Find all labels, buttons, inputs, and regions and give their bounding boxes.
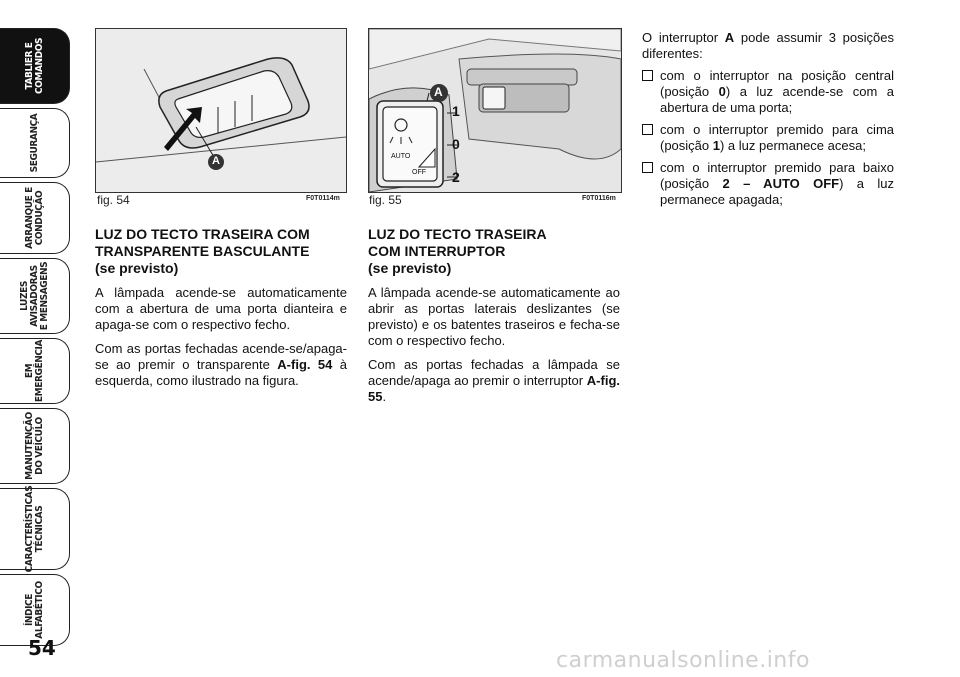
- paragraph: A lâmpada acende-se automaticamente com a abertura de uma porta dianteira e apaga-se com o respectivo fecho.: [95, 285, 347, 332]
- checkbox-bullet-icon: [642, 124, 653, 135]
- tab-tablier-e-comandos[interactable]: [0, 28, 70, 104]
- tab-label: TABLIER E COMANDOS: [23, 37, 45, 95]
- marker-a-label: A: [212, 155, 220, 167]
- switch-off-label: OFF: [412, 169, 426, 176]
- tab-manutencao-do-veiculo[interactable]: [0, 408, 70, 484]
- column-3: [642, 30, 894, 214]
- position-2-label: 2: [452, 169, 460, 185]
- figure-55-caption: fig. 55: [369, 193, 402, 207]
- tab-label: LUZES AVISADORAS E MENSAGENS: [18, 261, 50, 331]
- checkbox-bullet-icon: [642, 162, 653, 173]
- column-2: [368, 226, 620, 413]
- interior-switch-illustration: [369, 29, 621, 192]
- figure-54-code: F0T0114m: [306, 195, 340, 202]
- checkbox-bullet-icon: [642, 70, 653, 81]
- paragraph: A lâmpada acende-se automaticamente ao abrir as portas laterais deslizantes (se previsto) e os batentes traseiros e fecha-se com o respectivo fecho.: [368, 285, 620, 348]
- list-item: com o interruptor premido para cima (posição 1) a luz permanece acesa;: [642, 122, 894, 154]
- paragraph: Com as portas fechadas a lâmpada se acende/apaga ao premir o interruptor A-fig. 55.: [368, 357, 620, 404]
- tab-label: CARACTERÍSTICAS TÉCNICAS: [23, 485, 45, 573]
- tab-label: MANUTENÇÃO DO VEÍCULO: [23, 412, 45, 480]
- tab-seguranca[interactable]: [0, 108, 70, 178]
- ceiling-light-illustration: [96, 29, 346, 192]
- figure-54-caption: fig. 54: [97, 193, 130, 207]
- figure-reference: A-fig. 55: [368, 373, 620, 404]
- positions-list: [642, 68, 894, 208]
- paragraph: Com as portas fechadas acende-se/apaga-se ao premir o transparente A-fig. 54 à esquerda, como ilustrado na figura.: [95, 341, 347, 388]
- position-1-label: 1: [452, 103, 460, 119]
- tab-luzes-avisadoras[interactable]: [0, 258, 70, 334]
- figure-55: [368, 28, 622, 193]
- figure-55-code: F0T0116m: [582, 195, 616, 202]
- tab-em-emergencia[interactable]: [0, 338, 70, 404]
- position-0-label: 0: [452, 136, 460, 152]
- tab-arranque-e-conducao[interactable]: [0, 182, 70, 254]
- watermark: carmanualsonline.info: [556, 648, 810, 673]
- column-1: [95, 226, 347, 397]
- section-heading-switch-light: LUZ DO TECTO TRASEIRA COM INTERRUPTOR (se previsto): [368, 226, 547, 276]
- marker-a-label: A: [434, 85, 443, 99]
- list-item: com o interruptor na posição central (posição 0) a luz acende-se com a abertura de uma porta;: [642, 68, 894, 116]
- page-number: 54: [28, 636, 56, 660]
- switch-auto-label: AUTO: [391, 153, 411, 160]
- tab-label: EM EMERGÊNCIA: [23, 339, 45, 403]
- tab-caracteristicas-tecnicas[interactable]: [0, 485, 70, 573]
- tab-label: SEGURANÇA: [28, 113, 40, 173]
- section-heading-tilting-light: LUZ DO TECTO TRASEIRA COM TRANSPARENTE BASCULANTE (se previsto): [95, 226, 310, 276]
- tab-label: ARRANQUE E CONDUÇÃO: [23, 187, 45, 249]
- list-item: com o interruptor premido para baixo (posição 2 – AUTO OFF) a luz permanece apagada;: [642, 160, 894, 208]
- paragraph: O interruptor A pode assumir 3 posições diferentes:: [642, 30, 894, 61]
- figure-reference: A-fig. 54: [277, 357, 333, 372]
- tab-label: ÍNDICE ALFABÉTICO: [23, 581, 45, 639]
- figure-54: [95, 28, 347, 193]
